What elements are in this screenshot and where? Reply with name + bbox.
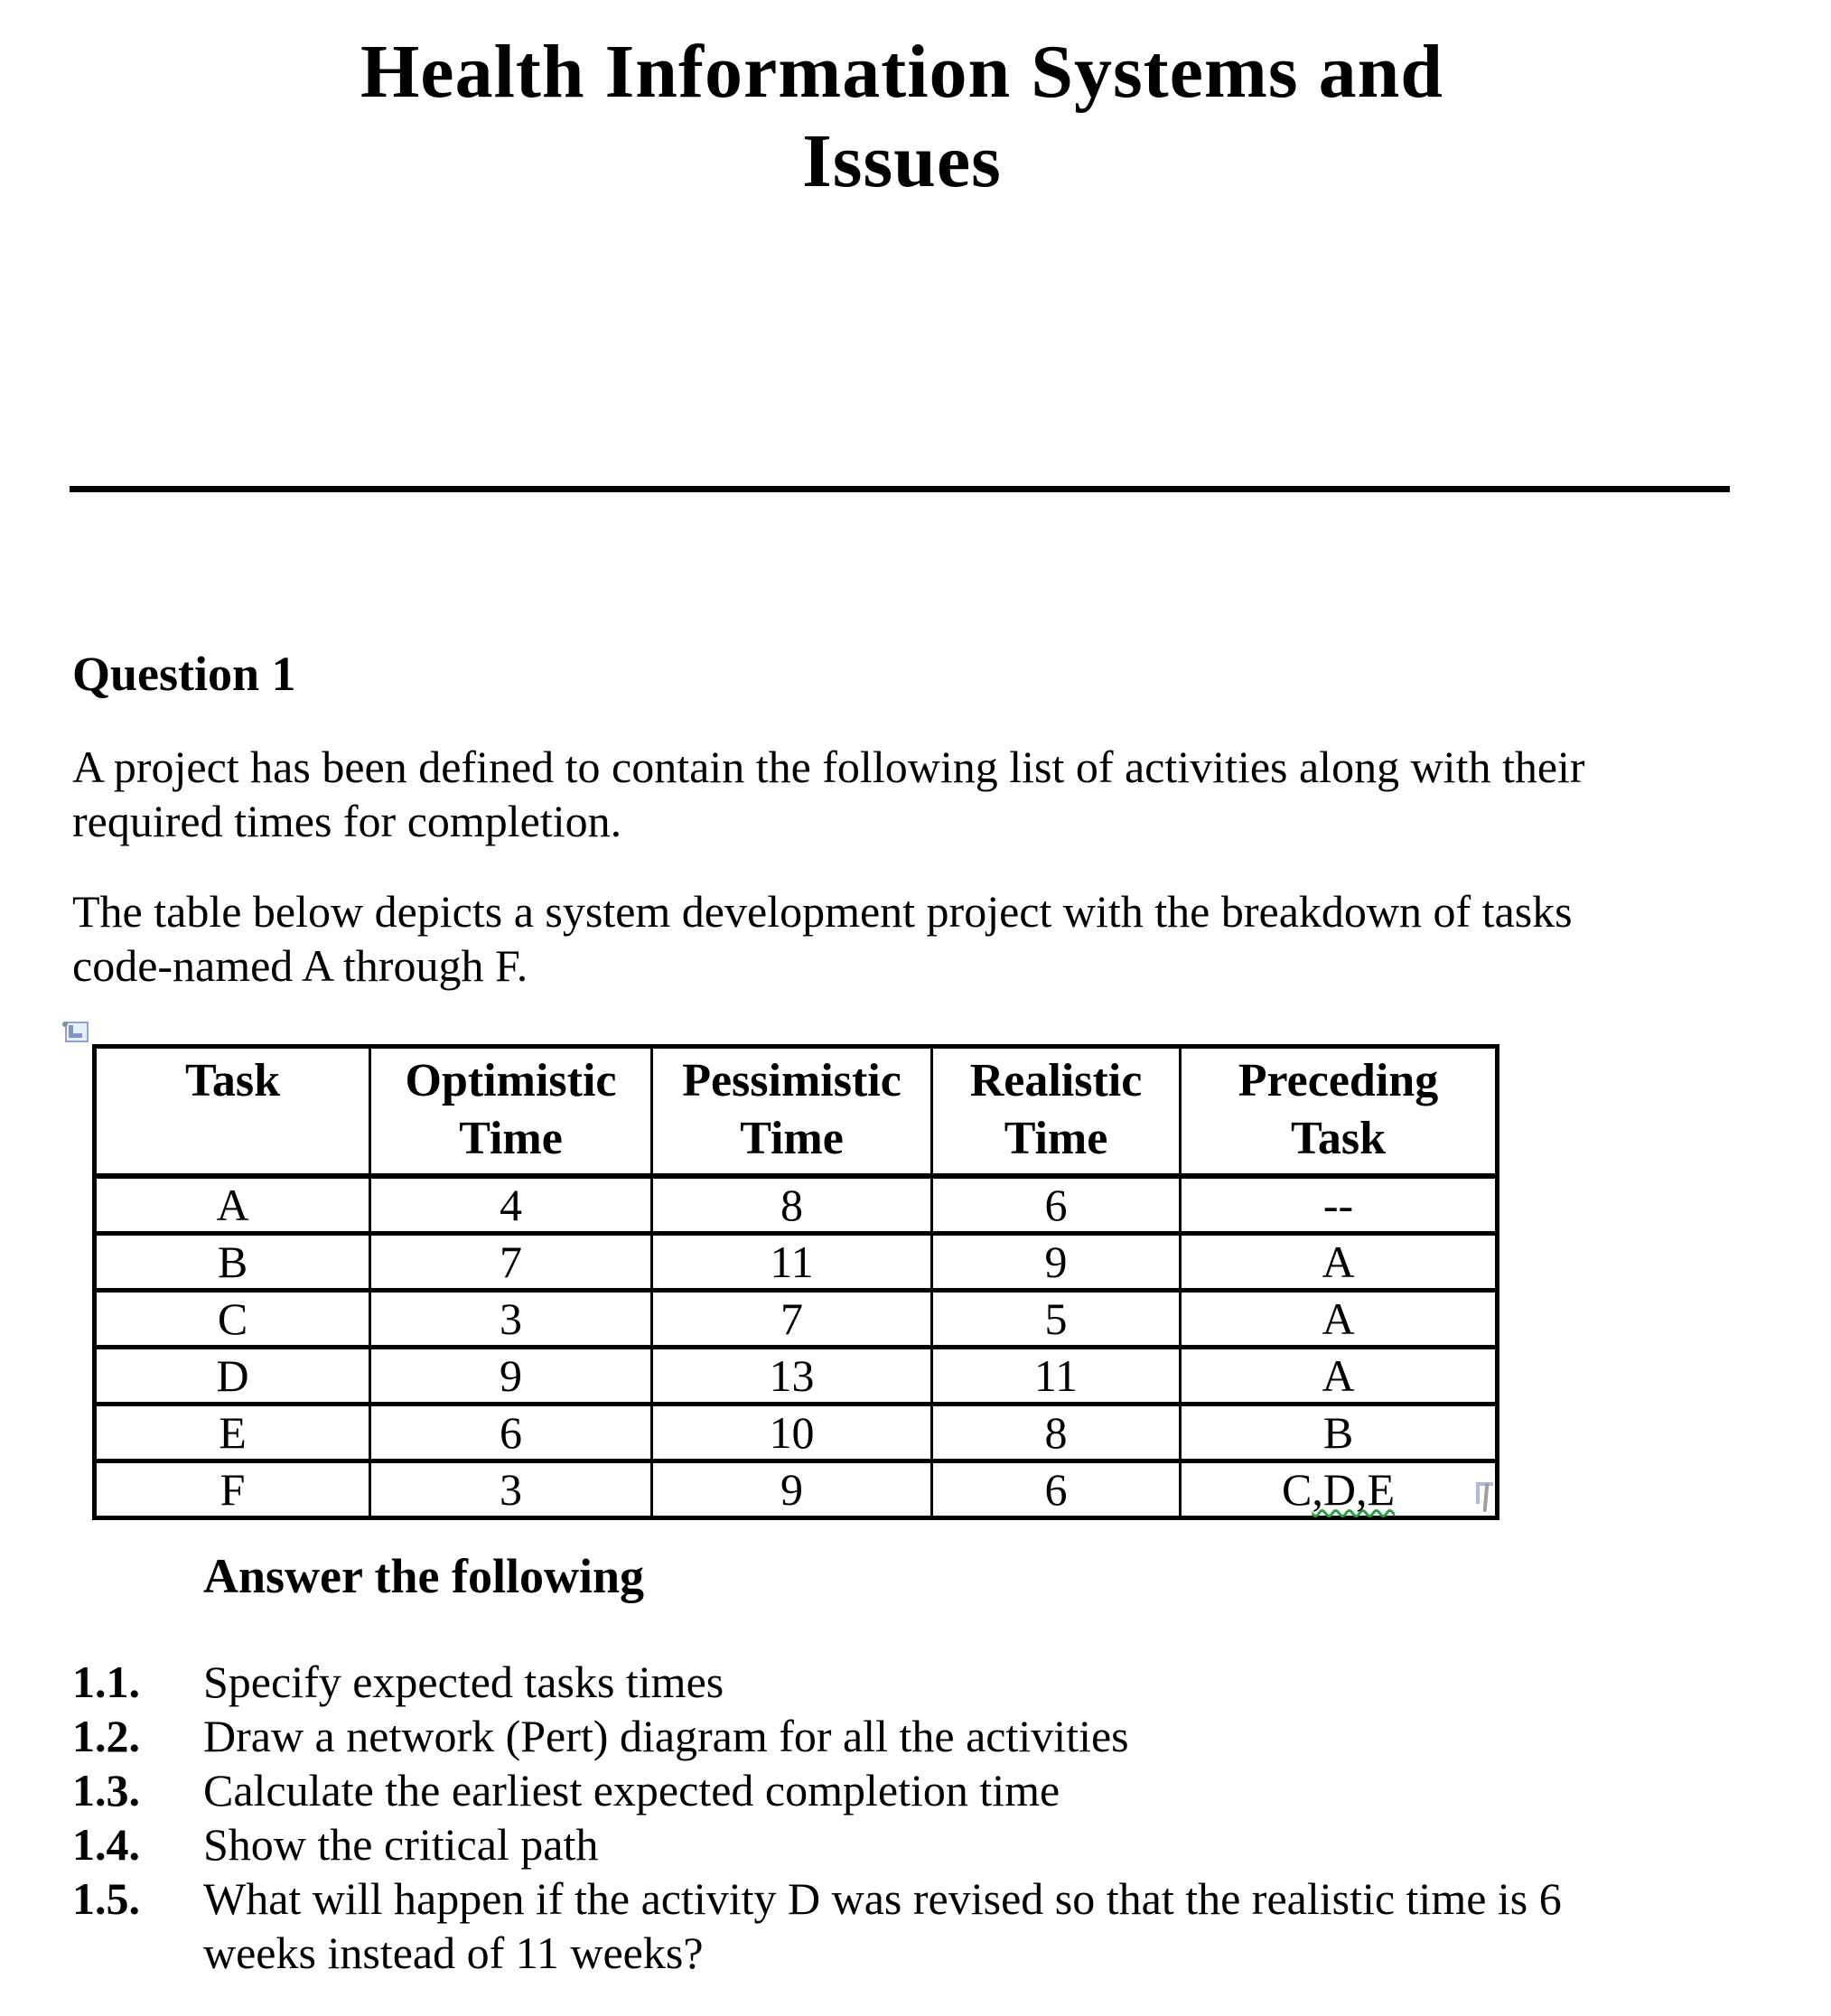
column-header-optimistic-time [370,1047,652,1177]
table-cell: 3 [370,1461,652,1518]
text-line: Issues [802,119,1002,203]
table-cell: 8 [932,1405,1181,1461]
table-cell: 9 [932,1234,1181,1291]
table-cell: 9 [652,1461,932,1518]
table-cell: 7 [370,1234,652,1291]
text-line: Calculate the earliest expected completion time [203,1765,1060,1815]
table-cell: F [95,1461,370,1518]
question-list [72,1655,1761,1980]
list-item [72,1817,1761,1871]
table-cell: 3 [370,1291,652,1348]
text-line: Task [184,1055,281,1106]
table-cell: 11 [932,1348,1181,1405]
list-item [72,1871,1761,1980]
text-line: weeks instead of 11 weeks? [203,1927,704,1978]
table-cell [1181,1461,1498,1518]
table-cell: A [95,1176,370,1234]
table-cell: 6 [932,1461,1181,1518]
list-item-text [203,1763,1739,1817]
table-cell: 5 [932,1291,1181,1348]
table-cell: E [95,1405,370,1461]
spellcheck-squiggle-text: ,D,E [1312,1464,1395,1515]
table-cell: 10 [652,1405,932,1461]
text-line: code-named A through F. [72,940,528,991]
table-cell: 4 [370,1176,652,1234]
horizontal-rule [70,486,1730,492]
table-cell: D [95,1348,370,1405]
table-cell: 8 [652,1176,932,1234]
document-title [51,27,1753,206]
table-row [95,1176,1498,1234]
text-line: What will happen if the activity D was revised so that the realistic time is 6 [203,1873,1562,1924]
text-line: required times for completion. [72,796,622,846]
column-header-pessimistic-time [652,1047,932,1177]
list-item-number: 1.2. [72,1711,140,1761]
list-item [72,1709,1761,1763]
table-cell: 6 [370,1405,652,1461]
preceding-task-plain: C [1281,1464,1313,1515]
table-cell: B [95,1234,370,1291]
list-item [72,1763,1761,1817]
list-item [72,1655,1761,1709]
table-cell: 9 [370,1348,652,1405]
list-item-text [203,1655,1739,1709]
table-row [95,1291,1498,1348]
activity-table [92,1044,1499,1520]
text-line: Time [740,1113,844,1164]
text-line: Show the critical path [203,1819,599,1870]
text-line: Time [1004,1113,1108,1164]
text-line: A project has been defined to contain the following list of activities along with their [72,742,1585,792]
question-heading: Question 1 [72,647,296,701]
list-item-text [203,1817,1739,1871]
table-cell: C [95,1291,370,1348]
text-line: Realistic [969,1055,1143,1106]
text-line: Preceding [1238,1055,1439,1106]
list-item-number: 1.3. [72,1765,140,1815]
column-header-preceding-task [1181,1047,1498,1177]
list-item-number: 1.1. [72,1657,140,1707]
text-line: Task [1290,1113,1387,1164]
table-row [95,1405,1498,1461]
text-line: Health Information Systems and [360,30,1444,114]
table-row [95,1348,1498,1405]
list-item-number: 1.4. [72,1819,140,1870]
intro-paragraph [72,740,1752,848]
text-line: Time [459,1113,563,1164]
table-cell: A [1181,1234,1498,1291]
table-row [95,1234,1498,1291]
list-item-text [203,1709,1739,1763]
column-header-task [95,1047,370,1177]
table-cell: A [1181,1348,1498,1405]
table-cell: B [1181,1405,1498,1461]
text-line: Pessimistic [682,1055,901,1106]
table-cell: -- [1181,1176,1498,1234]
table-row [95,1461,1498,1518]
table-cell: A [1181,1291,1498,1348]
column-header-realistic-time [932,1047,1181,1177]
text-line: Optimistic [405,1055,617,1106]
list-item-number: 1.5. [72,1873,140,1924]
table-header-row [95,1047,1498,1177]
text-line: Draw a network (Pert) diagram for all the activities [203,1711,1129,1761]
table-body [95,1176,1498,1518]
text-line: The table below depicts a system development project with the breakdown of tasks [72,886,1573,937]
table-intro-paragraph [72,884,1752,993]
text-line: Specify expected tasks times [203,1657,724,1707]
table-cell: 13 [652,1348,932,1405]
table-cell: 11 [652,1234,932,1291]
paragraph-mark-icon [1476,1482,1493,1504]
answer-heading: Answer the following [203,1549,645,1603]
list-item-text [203,1871,1739,1980]
table-anchor-icon [65,1022,89,1042]
table-cell: 6 [932,1176,1181,1234]
table-cell: 7 [652,1291,932,1348]
table-header [95,1047,1498,1177]
